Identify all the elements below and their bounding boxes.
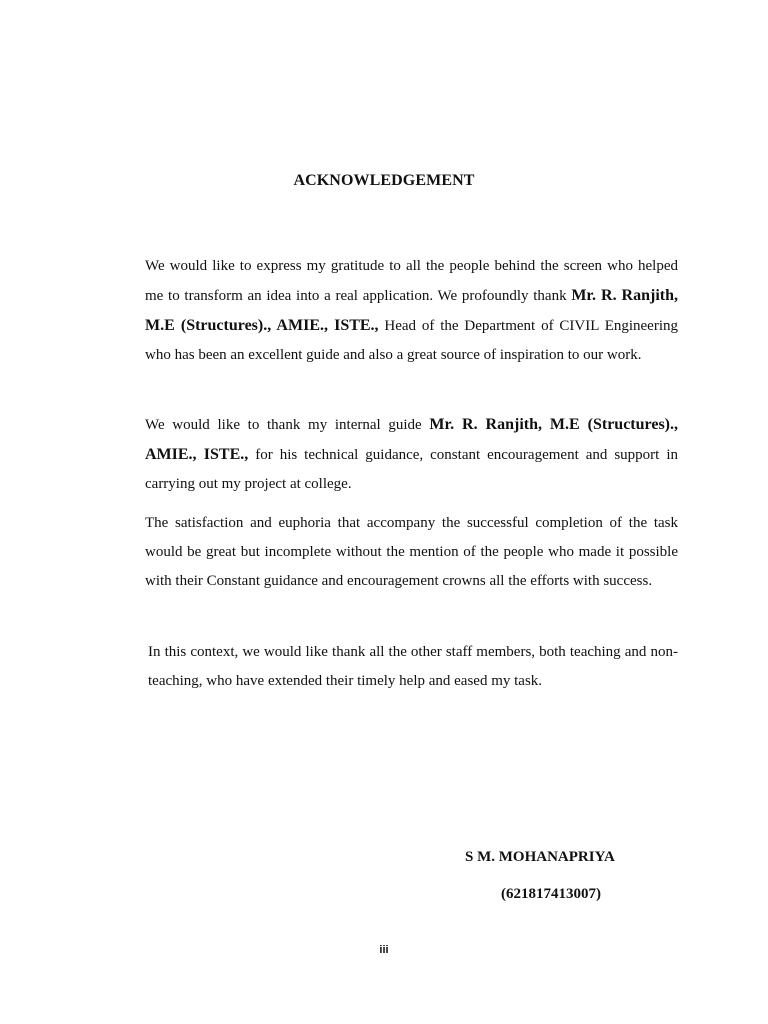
paragraph-text-end: Head of the Department of CIVIL Engineering who has been an excellent guide and also a great source of inspiration to our work. [145,318,678,363]
paragraph-text-start: We would like to express my gratitude to all the people behind the screen who helped me to transform an idea into a real application. We profoundly thank [145,258,678,304]
paragraph-text-end: for his technical guidance, constant encouragement and support in carrying out my project at college. [145,447,678,492]
page-number: iii [379,944,389,956]
guide-name: Mr. R. Ranjith, M.E (Structures)., AMIE., ISTE., [145,416,678,463]
paragraph-satisfaction [145,509,678,596]
paragraph-text: In this context, we would like thank all the other staff members, both teaching and non-teaching, who have extended their timely help and eased my task. [148,644,678,689]
paragraph-text [145,410,678,499]
hod-name: Mr. R. Ranjith, M.E (Structures)., AMIE., ISTE., [145,287,678,334]
paragraph-internal-guide [145,410,678,499]
signature-register-number: (621817413007) [501,886,601,902]
paragraph-text [145,252,678,370]
paragraph-gratitude [145,252,678,370]
paragraph-staff-thanks [145,638,678,696]
paragraph-text-start: We would like to thank my internal guide [145,417,430,433]
paragraph-text: The satisfaction and euphoria that accompany the successful completion of the task would be great but incomplete without the mention of the people who made it possible with their Constant guidance and encouragement crowns all the efforts with success. [145,515,678,589]
signature-name: S M. MOHANAPRIYA [465,849,615,865]
page-title: ACKNOWLEDGEMENT [293,172,475,189]
